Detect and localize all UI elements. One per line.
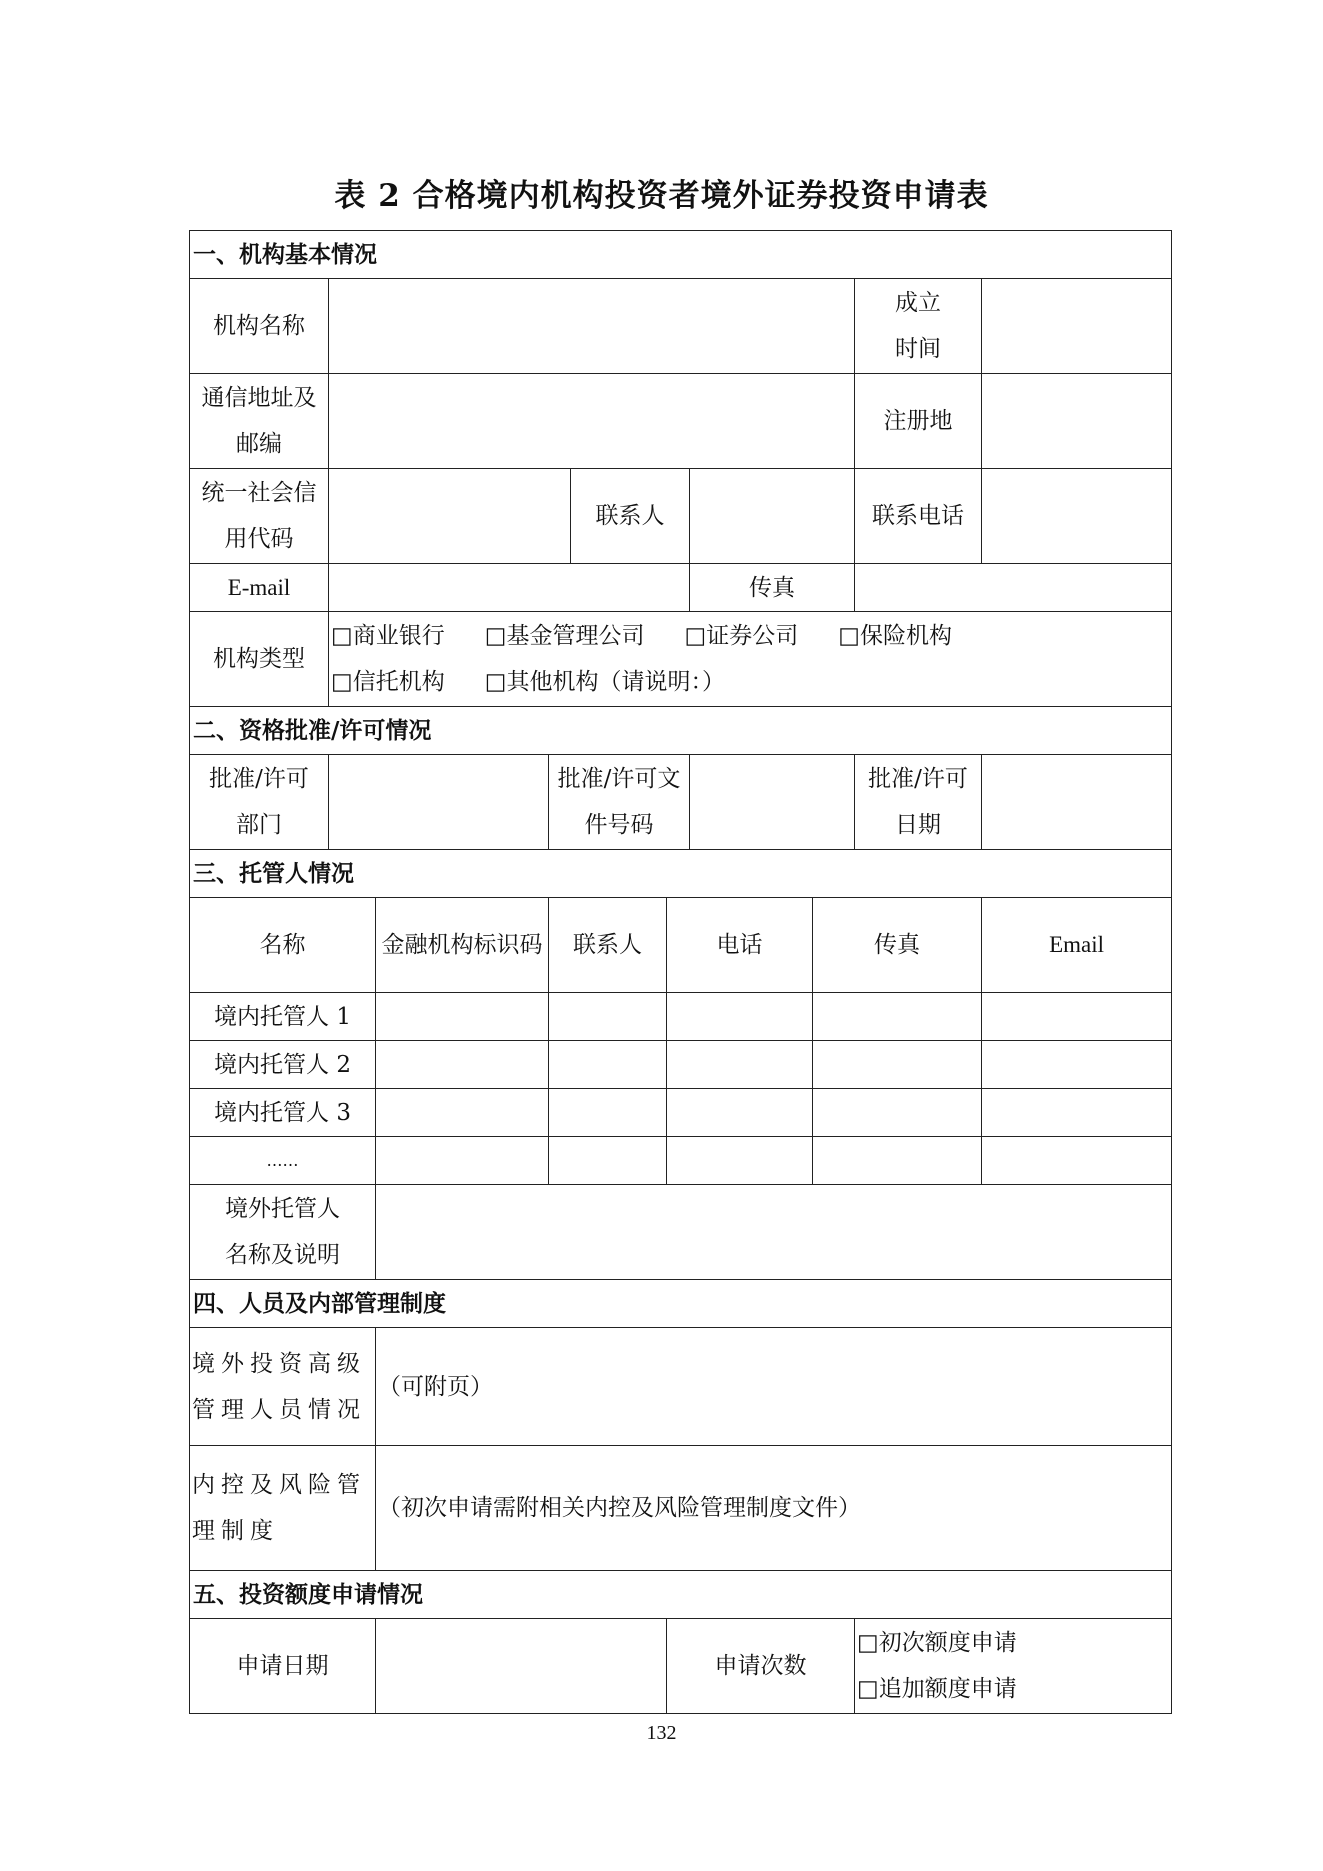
apply-count-label: 申请次数 [667,1619,855,1714]
custodian-name: 境内托管人 1 [190,993,376,1041]
fax-field[interactable] [855,564,1172,612]
custodian-name: 境内托管人 3 [190,1089,376,1137]
table-cell[interactable] [376,1137,549,1185]
custodian-name: 境内托管人 2 [190,1041,376,1089]
type-insurance[interactable]: □保险机构 [838,623,952,649]
table-cell[interactable] [667,993,813,1041]
table-cell[interactable] [667,1041,813,1089]
checkbox-icon[interactable]: □ [331,669,353,695]
phone-field[interactable] [982,469,1172,564]
col-name: 名称 [190,898,376,993]
registered-place-label: 注册地 [855,374,982,469]
table-cell[interactable] [667,1137,813,1185]
page-number: 132 [646,1722,677,1744]
table-cell[interactable] [376,1041,549,1089]
section3-heading: 三、托管人情况 [190,850,1172,898]
table-cell[interactable] [982,1089,1172,1137]
checkbox-icon[interactable]: □ [684,623,707,649]
table-row [190,1041,1172,1089]
email-field[interactable] [329,564,690,612]
table-cell[interactable] [549,1089,667,1137]
credit-code-field[interactable] [329,469,571,564]
risk-control-note[interactable]: （初次申请需附相关内控及风险管理制度文件） [376,1446,1172,1571]
col-contact: 联系人 [549,898,667,993]
table-row [190,1089,1172,1137]
senior-mgmt-note[interactable]: （可附页） [376,1328,1172,1446]
org-type-label: 机构类型 [190,612,329,707]
type-securities-company[interactable]: □证券公司 [684,623,799,649]
checkbox-icon[interactable]: □ [331,623,353,649]
table-cell[interactable] [549,1137,667,1185]
established-time-field[interactable] [982,279,1172,374]
apply-count-options [855,1619,1172,1714]
table-cell[interactable] [982,1041,1172,1089]
table-cell[interactable] [549,1041,667,1089]
type-other[interactable]: □其他机构（请说明：） [484,669,725,695]
table-row [190,1137,1172,1185]
type-commercial-bank[interactable]: □商业银行 [331,623,445,649]
type-fund-company[interactable]: □基金管理公司 [484,623,645,649]
checkbox-icon[interactable]: □ [857,1630,879,1656]
apply-date-label: 申请日期 [190,1619,376,1714]
table-cell[interactable] [813,993,982,1041]
checkbox-icon[interactable]: □ [484,623,507,649]
senior-mgmt-label: 境外投资高级管理人员情况 [190,1328,376,1446]
checkbox-icon[interactable]: □ [857,1676,879,1702]
checkbox-icon[interactable]: □ [838,623,860,649]
table-cell[interactable] [376,993,549,1041]
section1-heading: 一、机构基本情况 [190,231,1172,279]
phone-label: 联系电话 [855,469,982,564]
org-name-field[interactable] [329,279,855,374]
approval-date-label: 批准/许可日期 [855,755,982,850]
contact-field[interactable] [690,469,855,564]
table-cell[interactable] [667,1089,813,1137]
custodian-name: …… [190,1137,376,1185]
address-label: 通信地址及邮编 [190,374,329,469]
credit-code-label: 统一社会信用代码 [190,469,329,564]
overseas-custodian-field[interactable] [376,1185,1172,1280]
table-cell[interactable] [813,1137,982,1185]
col-email: Email [982,898,1172,993]
section2-heading: 二、资格批准/许可情况 [190,707,1172,755]
application-form [189,230,1172,1714]
col-phone: 电话 [667,898,813,993]
doc-number-label: 批准/许可文件号码 [549,755,690,850]
approval-date-field[interactable] [982,755,1172,850]
section5-heading: 五、投资额度申请情况 [190,1571,1172,1619]
table-cell[interactable] [982,1137,1172,1185]
option-additional[interactable]: □追加额度申请 [857,1676,1017,1702]
approval-dept-label: 批准/许可部门 [190,755,329,850]
col-fax: 传真 [813,898,982,993]
option-initial[interactable]: □初次额度申请 [857,1630,1017,1656]
table-cell[interactable] [982,993,1172,1041]
approval-dept-field[interactable] [329,755,549,850]
org-name-label: 机构名称 [190,279,329,374]
table-cell[interactable] [813,1089,982,1137]
contact-label: 联系人 [571,469,690,564]
table-cell[interactable] [376,1089,549,1137]
org-type-options [329,612,1172,707]
section4-heading: 四、人员及内部管理制度 [190,1280,1172,1328]
table-cell[interactable] [549,993,667,1041]
table-cell[interactable] [813,1041,982,1089]
fax-label: 传真 [690,564,855,612]
risk-control-label: 内控及风险管理制度 [190,1446,376,1571]
col-institution-code: 金融机构标识码 [376,898,549,993]
checkbox-icon[interactable]: □ [484,669,507,695]
table-row [190,993,1172,1041]
page-title: 表 2 合格境内机构投资者境外证券投资申请表 [334,178,989,214]
address-field[interactable] [329,374,855,469]
established-time-label: 成立时间 [855,279,982,374]
overseas-custodian-label: 境外托管人名称及说明 [190,1185,376,1280]
email-label: E-mail [190,564,329,612]
registered-place-field[interactable] [982,374,1172,469]
type-trust[interactable]: □信托机构 [331,669,445,695]
doc-number-field[interactable] [690,755,855,850]
apply-date-field[interactable] [376,1619,667,1714]
